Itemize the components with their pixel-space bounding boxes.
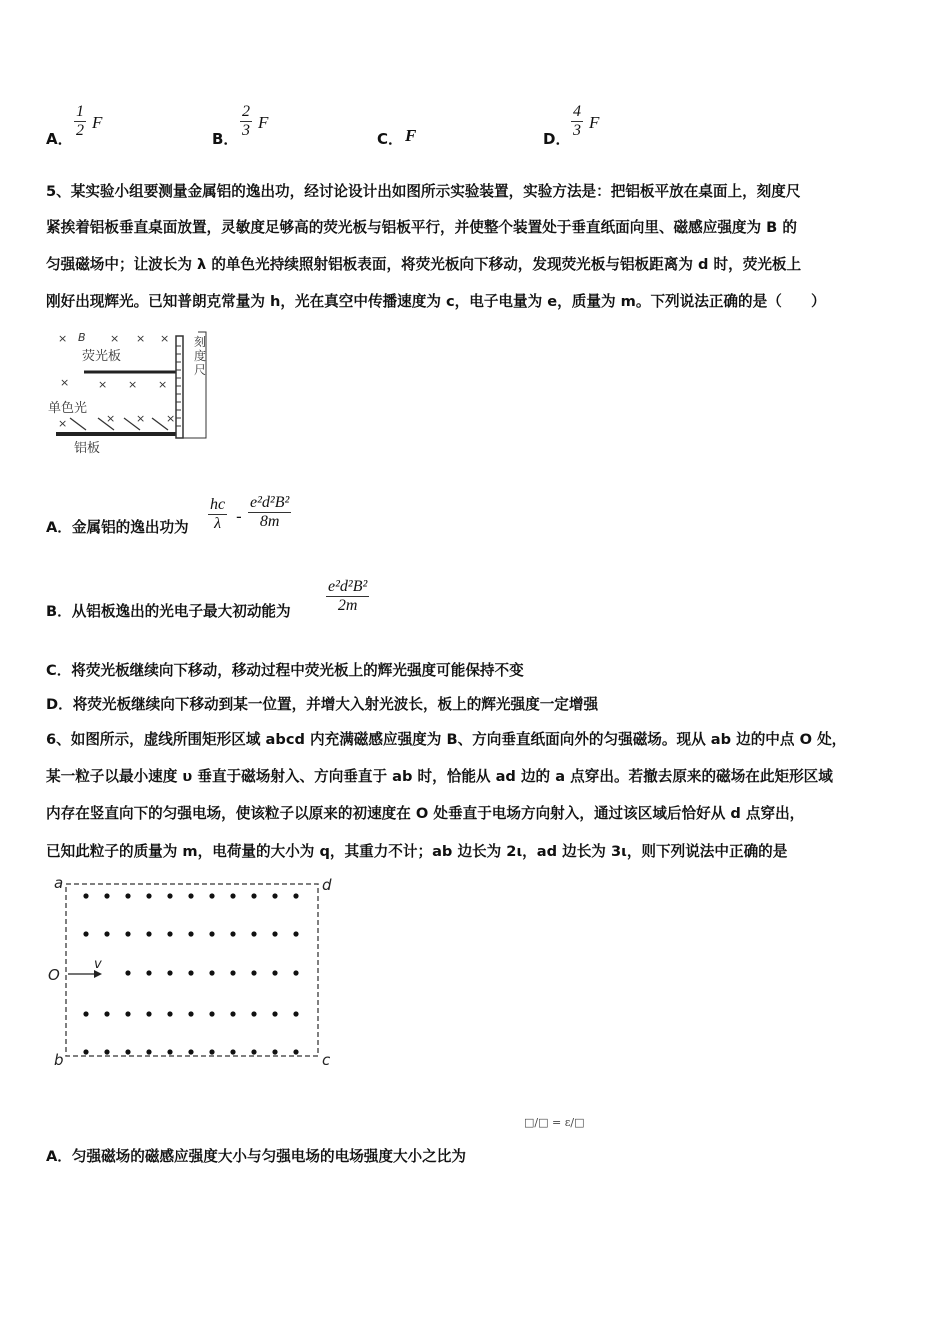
stem-line: 5、某实验小组要测量金属铝的逸出功，经讨论设计出如图所示实验装置，实验方法是：把铝板平放在桌面上，刻度尺 xyxy=(46,183,801,200)
field-dot xyxy=(209,970,214,975)
field-dot xyxy=(83,1049,88,1054)
field-mark: × xyxy=(128,378,138,391)
field-dot xyxy=(272,1049,277,1054)
field-dot xyxy=(230,1011,235,1016)
ruler-label: 刻 xyxy=(194,335,207,349)
field-dot xyxy=(293,931,298,936)
stem-line: 已知此粒子的质量为 m，电荷量的大小为 q，其重力不计；ab 边长为 2ι，ad 边长为 3ι，则下列说法中正确的是 xyxy=(46,843,788,860)
field-dot xyxy=(104,893,109,898)
field-dot xyxy=(125,893,130,898)
field-dot xyxy=(272,931,277,936)
field-dot xyxy=(293,893,298,898)
stem-line: 紧挨着铝板垂直桌面放置，灵敏度足够高的荧光板与铝板平行，并使整个装置处于垂直纸面向里、磁感应强度为 B 的 xyxy=(46,219,797,236)
variable-f: F xyxy=(589,113,600,132)
variable-f: F xyxy=(92,113,103,132)
field-dot xyxy=(146,1049,151,1054)
field-dot xyxy=(125,970,130,975)
field-dot xyxy=(230,931,235,936)
field-mark: × xyxy=(166,412,176,425)
q5-option-d: D．将荧光板继续向下移动到某一位置，并增大入射光波长，板上的辉光强度一定增强 xyxy=(46,696,599,713)
field-dot xyxy=(251,1049,256,1054)
field-dot xyxy=(125,1011,130,1016)
point-o: O xyxy=(48,966,60,984)
fraction: $\frac{4}{3}$ xyxy=(573,103,581,139)
field-dot xyxy=(146,970,151,975)
field-dot xyxy=(125,1049,130,1054)
field-dot xyxy=(188,893,193,898)
field-region xyxy=(66,884,318,1056)
field-dot xyxy=(146,893,151,898)
field-dot xyxy=(209,1011,214,1016)
fraction-edb-8m: $\frac{\text{e²d²B²}}{8m}$ xyxy=(250,494,290,530)
field-dot xyxy=(209,893,214,898)
corner-c: c xyxy=(322,1051,331,1069)
field-dot xyxy=(188,970,193,975)
field-mark: × xyxy=(160,332,170,345)
stem-line: 刚好出现辉光。已知普朗克常量为 h，光在真空中传播速度为 c，电子电量为 e，质量为 m。下列说法正确的是（ ） xyxy=(46,293,826,310)
option-text: A．金属铝的逸出功为 xyxy=(46,519,189,536)
field-dot xyxy=(209,1049,214,1054)
field-dot xyxy=(230,893,235,898)
field-dot xyxy=(167,1049,172,1054)
field-dot xyxy=(188,1049,193,1054)
stem-line: 某一粒子以最小速度 υ 垂直于磁场射入、方向垂直于 ab 时，恰能从 ad 边的 a 点穿出。若撤去原来的磁场在此矩形区域 xyxy=(46,768,833,785)
field-dot xyxy=(188,931,193,936)
field-dot xyxy=(83,893,88,898)
field-dot xyxy=(125,931,130,936)
field-dot xyxy=(272,893,277,898)
q5-option-c: C．将荧光板继续向下移动，移动过程中荧光板上的辉光强度可能保持不变 xyxy=(46,662,524,679)
q5-figure xyxy=(48,326,218,456)
field-dot xyxy=(251,931,256,936)
field-dot xyxy=(146,931,151,936)
field-dot xyxy=(251,1011,256,1016)
corner-b: b xyxy=(54,1051,64,1069)
field-dot xyxy=(272,1011,277,1016)
field-mark: × xyxy=(58,417,68,430)
field-dot xyxy=(146,1011,151,1016)
option-label: B． xyxy=(212,130,239,148)
field-dot xyxy=(272,970,277,975)
field-dot xyxy=(251,893,256,898)
field-dot xyxy=(167,931,172,936)
field-dot xyxy=(188,1011,193,1016)
field-dot xyxy=(230,970,235,975)
option-label: C． xyxy=(377,130,404,148)
corner-d: d xyxy=(322,876,332,894)
light-ray xyxy=(70,418,86,430)
q6-figure xyxy=(46,872,342,1072)
field-dot xyxy=(293,1049,298,1054)
fraction-edb-2m: $\frac{\text{e²d²B²}}{2m}$ xyxy=(328,578,368,614)
plate-label: 铝板 xyxy=(74,441,101,456)
minus-sign: - xyxy=(236,507,242,526)
aluminum-plate xyxy=(56,432,176,436)
field-dot xyxy=(104,1049,109,1054)
option-text: A．匀强磁场的磁感应强度大小与匀强电场的电场强度大小之比为 xyxy=(46,1148,466,1165)
fraction-hc-lambda: $\frac{hc}{\lambda}$ xyxy=(210,496,226,532)
option-text: B．从铝板逸出的光电子最大初动能为 xyxy=(46,603,291,620)
field-dot xyxy=(230,1049,235,1054)
variable-f: F xyxy=(258,113,269,132)
field-mark: × xyxy=(106,412,116,425)
field-mark: × xyxy=(58,332,68,345)
field-mark: × xyxy=(98,378,108,391)
field-mark: × xyxy=(60,376,70,389)
field-mark: × xyxy=(110,332,120,345)
field-dot xyxy=(83,1011,88,1016)
ruler xyxy=(176,336,183,438)
ratio-equation: □/□ = ε/□ xyxy=(524,1116,585,1129)
field-dot xyxy=(293,970,298,975)
velocity-label: v xyxy=(94,957,102,972)
field-mark: × xyxy=(136,412,146,425)
ruler-label: 尺 xyxy=(194,363,207,377)
fraction: $\frac{1}{2}$ xyxy=(76,103,84,139)
stem-line: 匀强磁场中；让波长为 λ 的单色光持续照射铝板表面，将荧光板向下移动，发现荧光板与铝板距离为 d 时，荧光板上 xyxy=(46,256,802,273)
fraction: $\frac{2}{3}$ xyxy=(242,103,250,139)
variable-f: F xyxy=(405,126,417,145)
field-dots xyxy=(83,893,298,1054)
field-mark: × xyxy=(136,332,146,345)
field-dot xyxy=(104,1011,109,1016)
field-dot xyxy=(251,970,256,975)
field-dot xyxy=(83,931,88,936)
field-dot xyxy=(167,893,172,898)
screen-label: 荧光板 xyxy=(82,349,122,364)
field-dot xyxy=(209,931,214,936)
light-label: 单色光 xyxy=(48,401,88,416)
option-label: D． xyxy=(543,130,571,148)
ruler-label: 度 xyxy=(194,349,207,363)
b-label: B xyxy=(78,331,86,344)
field-dot xyxy=(293,1011,298,1016)
stem-line: 内存在竖直向下的匀强电场，使该粒子以原来的初速度在 O 处垂直于电场方向射入，通过该区域后恰好从 d 点穿出， xyxy=(46,805,805,822)
option-label: A． xyxy=(46,130,73,148)
field-dot xyxy=(104,931,109,936)
stem-line: 6、如图所示，虚线所围矩形区域 abcd 内充满磁感应强度为 B、方向垂直纸面向外的匀强磁场。现从 ab 边的中点 O 处， xyxy=(46,731,847,748)
field-dot xyxy=(167,970,172,975)
field-mark: × xyxy=(158,378,168,391)
corner-a: a xyxy=(54,874,64,892)
field-dot xyxy=(167,1011,172,1016)
